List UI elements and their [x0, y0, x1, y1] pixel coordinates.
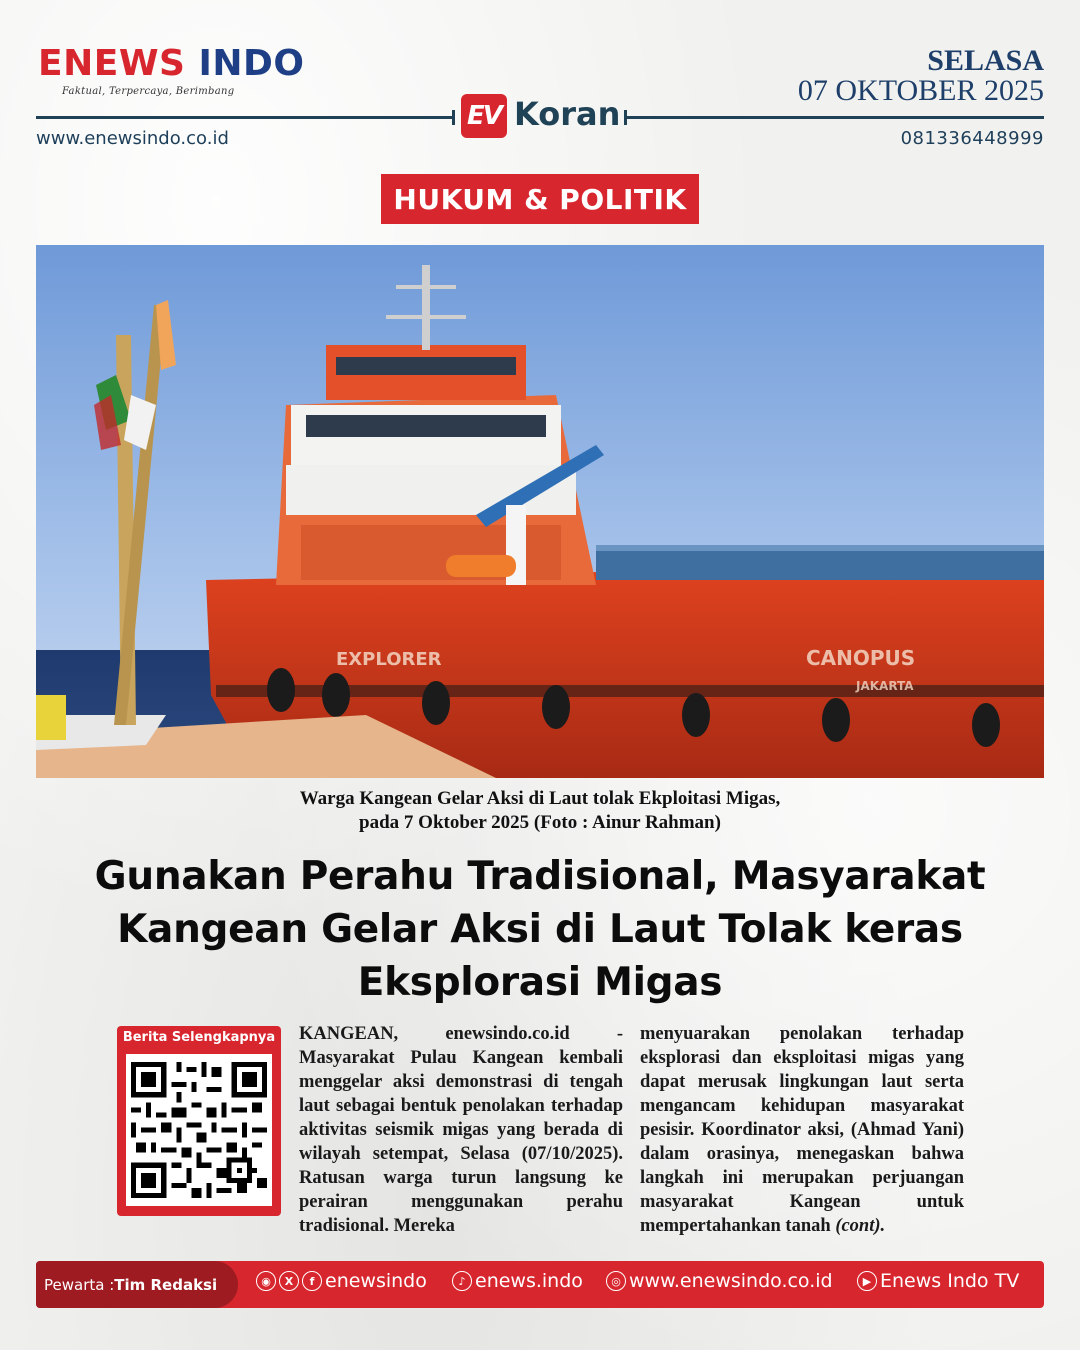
article-column-1: KANGEAN, enewsindo.co.id - Masyarakat Pulau Kangean kembali menggelar aksi demonstrasi di tengah laut sebagai bentuk penolakan terhadap aktivitas seismik migas yang berada di wilayah setempat, Selasa (07/10/2025). Ratusan warga turun langsung ke perairan menggunakan perahu tradisional. Mereka: [299, 1024, 623, 1236]
header-phone: 081336448999: [900, 128, 1044, 149]
tiktok-text: enews.indo: [475, 1270, 583, 1292]
header-rule-cap-right: [624, 110, 627, 125]
reporter-name: Tim Redaksi: [114, 1275, 218, 1294]
photo-hull-name: CANOPUS: [806, 646, 916, 670]
qr-label: Berita Selengkapnya: [122, 1030, 276, 1045]
header-rule-right: [626, 116, 1044, 119]
photo-caption: [140, 787, 940, 835]
article-headline: [30, 850, 1050, 1009]
instagram-icon: ◉: [256, 1271, 276, 1291]
reporter-credit: [36, 1261, 238, 1308]
continued-marker: (cont).: [835, 1216, 886, 1236]
photo-bow-text: EXPLORER: [336, 649, 442, 670]
social-handle-link[interactable]: [256, 1270, 427, 1292]
tiktok-link[interactable]: [452, 1270, 583, 1292]
issue-day: SELASA: [927, 44, 1044, 77]
caption-line-2: pada 7 Oktober 2025 (Foto : Ainur Rahman): [359, 812, 721, 833]
brand-logo: [38, 43, 305, 84]
qr-code[interactable]: [126, 1054, 272, 1206]
section-name: Koran: [514, 95, 621, 133]
facebook-icon: f: [302, 1271, 322, 1291]
brand-name-part1: ENEWS: [38, 43, 186, 84]
category-badge: HUKUM & POLITIK: [381, 174, 699, 224]
footer-website-link[interactable]: [606, 1270, 833, 1292]
article-column-2-text: menyuarakan penolakan terhadap eksplorasi dan eksploitasi migas yang dapat merusak lingkungan laut serta mengancam kehidupan masyarakat pesisir. Koordinator aksi, (Ahmad Yani) dalam orasinya, menegaskan bahwa langkah ini merupakan perjuangan masyarakat Kangean untuk mempertahankan tanah: [640, 1024, 964, 1236]
brand-tagline: Faktual, Terpercaya, Berimbang: [62, 86, 235, 97]
tiktok-icon: ♪: [452, 1271, 472, 1291]
footer-website-text: www.enewsindo.co.id: [629, 1270, 833, 1292]
caption-line-1: Warga Kangean Gelar Aksi di Laut tolak Ekploitasi Migas,: [299, 788, 781, 809]
header-rule-cap-left: [452, 110, 455, 125]
header-rule-left: [36, 116, 454, 119]
header-website-link[interactable]: www.enewsindo.co.id: [36, 128, 229, 149]
x-icon: X: [279, 1271, 299, 1291]
youtube-text: Enews Indo TV: [880, 1270, 1020, 1292]
youtube-icon: ▶: [857, 1271, 877, 1291]
article-column-2: [640, 1022, 964, 1238]
ev-logo-icon: EV: [461, 94, 507, 138]
headline-line-3: Eksplorasi Migas: [357, 960, 723, 1005]
reporter-label: Pewarta :: [44, 1275, 115, 1294]
globe-icon: ◎: [606, 1271, 626, 1291]
youtube-link[interactable]: [857, 1270, 1019, 1292]
headline-line-2: Kangean Gelar Aksi di Laut Tolak keras: [117, 907, 963, 952]
headline-line-1: Gunakan Perahu Tradisional, Masyarakat: [94, 854, 986, 899]
news-photo: [36, 245, 1044, 778]
brand-name-part2: INDO: [185, 43, 305, 84]
photo-hull-port: JAKARTA: [856, 679, 914, 693]
social-handle-text: enewsindo: [325, 1270, 427, 1292]
issue-date: 07 OKTOBER 2025: [797, 74, 1044, 107]
